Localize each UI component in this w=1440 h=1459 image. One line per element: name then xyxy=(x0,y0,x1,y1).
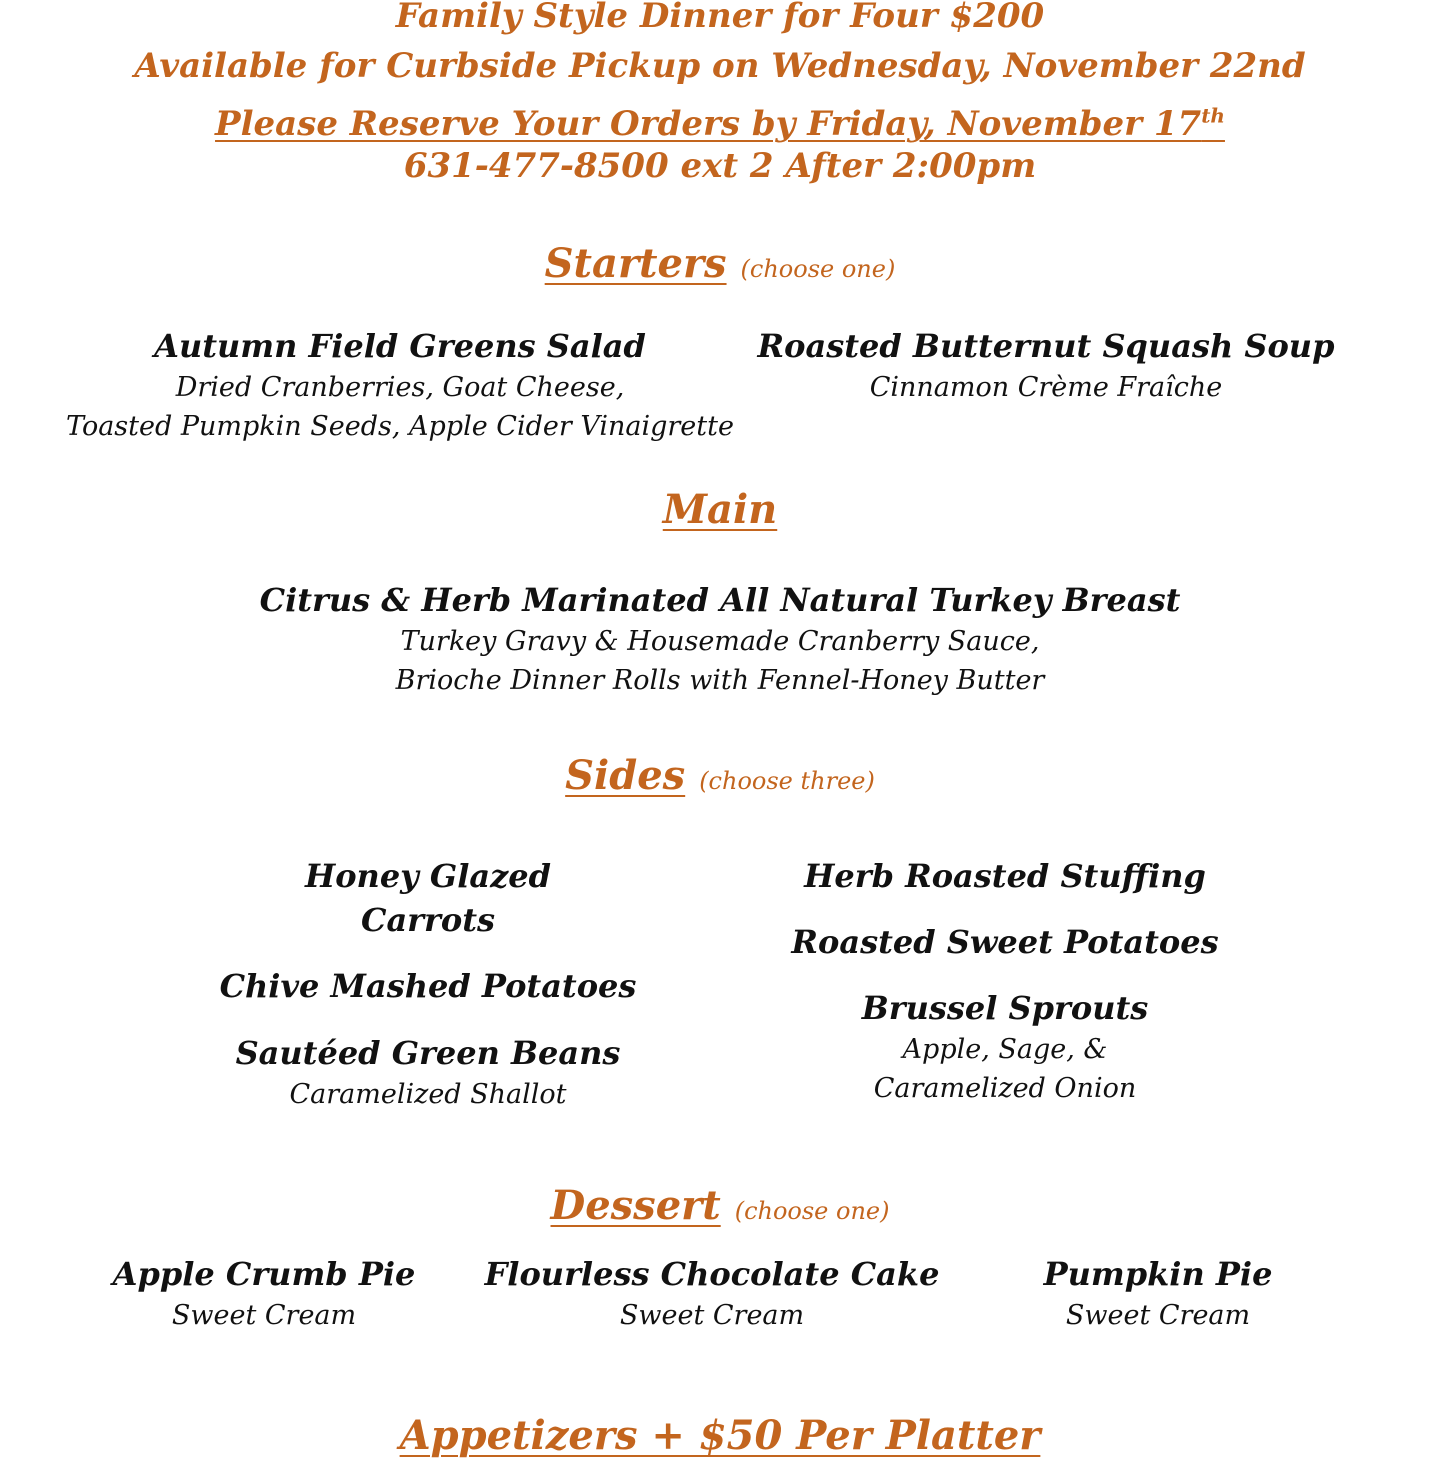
item-name: Citrus & Herb Marinated All Natural Turkey Breast xyxy=(259,581,1181,619)
starter-item xyxy=(758,324,1335,407)
header-line-reserve xyxy=(0,96,1440,144)
header-line-pickup: Available for Curbside Pickup on Wednesday, November 22nd xyxy=(134,46,1306,86)
item-description: Sweet Cream xyxy=(619,1300,805,1331)
item-description: Caramelized Onion xyxy=(873,1073,1137,1104)
item-name: Sautéed Green Beans xyxy=(235,1034,621,1072)
item-name: Brussel Sprouts xyxy=(861,989,1149,1027)
side-item xyxy=(305,854,551,942)
item-description: Dried Cranberries, Goat Cheese, xyxy=(175,372,625,403)
side-item xyxy=(862,986,1149,1108)
item-name: Carrots xyxy=(360,901,496,939)
item-name: Roasted Sweet Potatoes xyxy=(791,923,1219,961)
item-name: Chive Mashed Potatoes xyxy=(219,967,637,1005)
starter-item xyxy=(66,324,734,446)
section-note: (choose one) xyxy=(740,255,896,283)
section-note: (choose one) xyxy=(734,1197,890,1225)
item-description: Sweet Cream xyxy=(1065,1300,1251,1331)
section-sides-heading xyxy=(0,752,1440,799)
side-item xyxy=(220,964,637,1008)
dessert-item xyxy=(485,1252,940,1335)
section-title: Appetizers + $50 Per Platter xyxy=(399,1412,1041,1459)
item-name: Pumpkin Pie xyxy=(1043,1255,1273,1293)
item-name: Autumn Field Greens Salad xyxy=(154,327,646,365)
item-description: Caramelized Shallot xyxy=(289,1079,567,1110)
item-description: Brioche Dinner Rolls with Fennel-Honey Butter xyxy=(395,665,1045,696)
header-line-phone: 631-477-8500 ext 2 After 2:00pm xyxy=(403,146,1037,186)
section-title: Starters xyxy=(544,240,727,287)
item-description: Turkey Gravy & Housemade Cranberry Sauce, xyxy=(400,626,1040,657)
item-description: Sweet Cream xyxy=(171,1300,357,1331)
item-description: Toasted Pumpkin Seeds, Apple Cider Vinaigrette xyxy=(66,411,734,442)
dessert-item xyxy=(113,1252,416,1335)
reserve-deadline: Please Reserve Your Orders by Friday, November 17th xyxy=(215,104,1225,145)
section-appetizers-heading xyxy=(0,1412,1440,1459)
item-name: Flourless Chocolate Cake xyxy=(484,1255,940,1293)
side-item xyxy=(791,920,1218,964)
dessert-item xyxy=(1044,1252,1273,1335)
section-main-heading xyxy=(0,486,1440,533)
section-dessert-heading xyxy=(0,1182,1440,1229)
section-note: (choose three) xyxy=(699,767,875,795)
side-item xyxy=(804,854,1206,898)
section-starters-heading xyxy=(0,240,1440,287)
main-item xyxy=(260,578,1181,700)
item-description: Apple, Sage, & xyxy=(902,1034,1108,1065)
item-name: Apple Crumb Pie xyxy=(112,1255,416,1293)
item-name: Roasted Butternut Squash Soup xyxy=(757,327,1335,365)
item-name: Honey Glazed xyxy=(304,857,552,895)
section-title: Main xyxy=(662,486,778,533)
item-description: Cinnamon Crème Fraîche xyxy=(869,372,1223,403)
side-item xyxy=(236,1031,621,1114)
section-title: Sides xyxy=(565,752,686,799)
section-title: Dessert xyxy=(550,1182,721,1229)
item-name: Herb Roasted Stuffing xyxy=(804,857,1206,895)
header-line-offer: Family Style Dinner for Four $200 xyxy=(395,0,1045,36)
